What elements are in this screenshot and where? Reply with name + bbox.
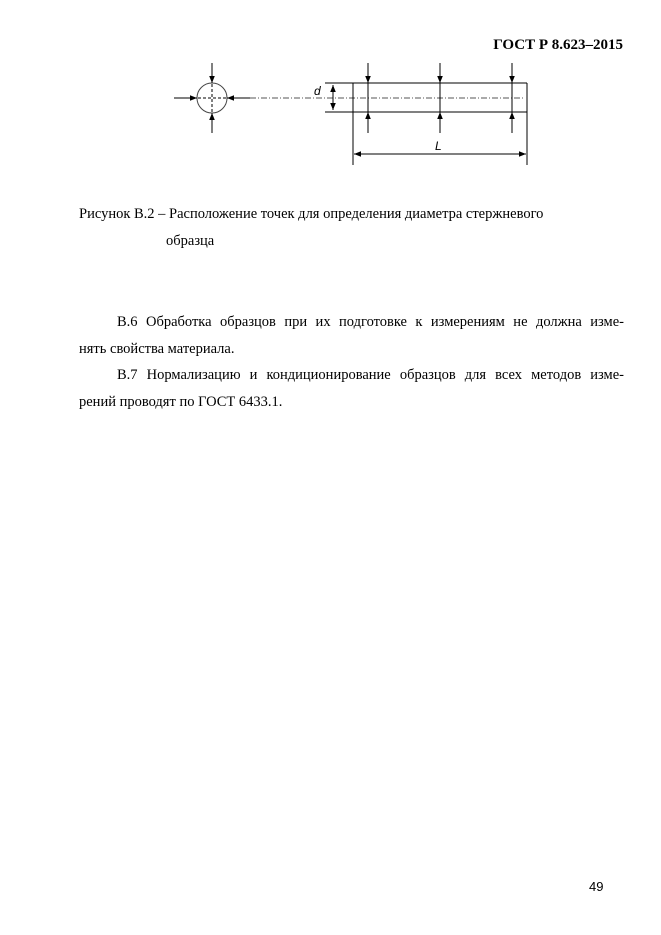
diameter-label: d — [314, 84, 321, 98]
page-number: 49 — [589, 879, 604, 894]
paragraph-b6-line2: нять свойства материала. — [79, 341, 235, 357]
figure-rod-diagram — [0, 0, 661, 200]
document-header: ГОСТ Р 8.623–2015 — [493, 37, 623, 53]
paragraph-b6-line1: В.6 Обработка образцов при их подготовке к измерениям не должна изме- — [117, 314, 624, 330]
figure-caption-line1: Рисунок В.2 – Расположение точек для определения диаметра стержневого — [79, 206, 544, 222]
paragraph-b7-line2: рений проводят по ГОСТ 6433.1. — [79, 394, 283, 410]
figure-caption-line2: образца — [166, 233, 215, 249]
length-label: L — [435, 139, 442, 153]
paragraph-b7-line1: В.7 Нормализацию и кондиционирование образцов для всех методов изме- — [117, 367, 624, 383]
